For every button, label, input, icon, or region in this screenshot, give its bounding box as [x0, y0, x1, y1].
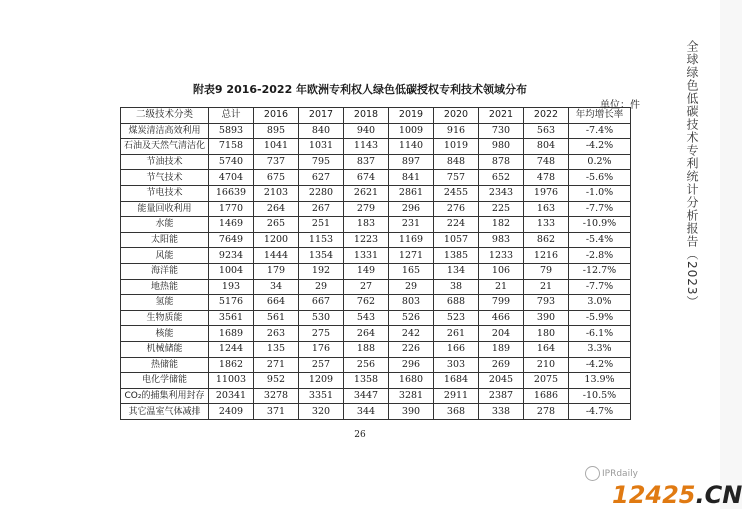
- value-cell: -5.9%: [569, 310, 631, 326]
- table-row: [121, 295, 631, 311]
- category-cell: 海洋能: [121, 263, 209, 279]
- value-cell: -5.4%: [569, 232, 631, 248]
- value-cell: 5740: [209, 154, 254, 170]
- value-cell: 478: [524, 170, 569, 186]
- table-row: [121, 404, 631, 420]
- value-cell: 20341: [209, 388, 254, 404]
- category-cell: 石油及天然气清洁化: [121, 139, 209, 155]
- value-cell: 878: [479, 154, 524, 170]
- value-cell: 225: [479, 201, 524, 217]
- table-row: [121, 326, 631, 342]
- value-cell: 1004: [209, 263, 254, 279]
- value-cell: 193: [209, 279, 254, 295]
- value-cell: 263: [254, 326, 299, 342]
- value-cell: 543: [344, 310, 389, 326]
- value-cell: 1358: [344, 373, 389, 389]
- category-cell: 其它温室气体减排: [121, 404, 209, 420]
- value-cell: 895: [254, 123, 299, 139]
- value-cell: 664: [254, 295, 299, 311]
- value-cell: 652: [479, 170, 524, 186]
- table-row: [121, 263, 631, 279]
- value-cell: 2911: [434, 388, 479, 404]
- value-cell: 275: [299, 326, 344, 342]
- value-cell: 165: [389, 263, 434, 279]
- value-cell: 231: [389, 217, 434, 233]
- value-cell: 1041: [254, 139, 299, 155]
- value-cell: 803: [389, 295, 434, 311]
- value-cell: 804: [524, 139, 569, 155]
- table-row: [121, 373, 631, 389]
- category-cell: 机械储能: [121, 341, 209, 357]
- value-cell: 3.0%: [569, 295, 631, 311]
- table-row: [121, 279, 631, 295]
- value-cell: 176: [299, 341, 344, 357]
- value-cell: 757: [434, 170, 479, 186]
- value-cell: 188: [344, 341, 389, 357]
- patent-table: [120, 107, 631, 420]
- value-cell: 271: [254, 357, 299, 373]
- value-cell: 1169: [389, 232, 434, 248]
- value-cell: 296: [389, 357, 434, 373]
- value-cell: 952: [254, 373, 299, 389]
- value-cell: -7.7%: [569, 201, 631, 217]
- value-cell: 737: [254, 154, 299, 170]
- watermark-text: IPRdaily: [602, 469, 638, 479]
- value-cell: -7.4%: [569, 123, 631, 139]
- value-cell: 2045: [479, 373, 524, 389]
- category-cell: 生物质能: [121, 310, 209, 326]
- value-cell: 3351: [299, 388, 344, 404]
- value-cell: 3561: [209, 310, 254, 326]
- value-cell: 466: [479, 310, 524, 326]
- value-cell: 34: [254, 279, 299, 295]
- table-row: [121, 201, 631, 217]
- value-cell: 166: [434, 341, 479, 357]
- category-cell: 煤炭清洁高效利用: [121, 123, 209, 139]
- table-row: [121, 154, 631, 170]
- value-cell: 563: [524, 123, 569, 139]
- value-cell: 106: [479, 263, 524, 279]
- value-cell: 897: [389, 154, 434, 170]
- value-cell: 5176: [209, 295, 254, 311]
- value-cell: -1.0%: [569, 185, 631, 201]
- table-row: [121, 388, 631, 404]
- value-cell: 13.9%: [569, 373, 631, 389]
- logo-domain: .CN: [695, 481, 742, 509]
- value-cell: -7.7%: [569, 279, 631, 295]
- value-cell: 627: [299, 170, 344, 186]
- value-cell: 841: [389, 170, 434, 186]
- value-cell: 390: [389, 404, 434, 420]
- value-cell: -4.2%: [569, 357, 631, 373]
- value-cell: 257: [299, 357, 344, 373]
- value-cell: 79: [524, 263, 569, 279]
- value-cell: 192: [299, 263, 344, 279]
- value-cell: 264: [254, 201, 299, 217]
- value-cell: -10.5%: [569, 388, 631, 404]
- table-row: [121, 232, 631, 248]
- value-cell: 2409: [209, 404, 254, 420]
- value-cell: -10.9%: [569, 217, 631, 233]
- value-cell: 1680: [389, 373, 434, 389]
- table-row: [121, 170, 631, 186]
- value-cell: 269: [479, 357, 524, 373]
- value-cell: 1153: [299, 232, 344, 248]
- header-cell: 2021: [479, 108, 524, 124]
- header-cell: 2016: [254, 108, 299, 124]
- value-cell: 1469: [209, 217, 254, 233]
- value-cell: 1385: [434, 248, 479, 264]
- value-cell: 523: [434, 310, 479, 326]
- value-cell: 1684: [434, 373, 479, 389]
- category-cell: 节电技术: [121, 185, 209, 201]
- value-cell: 164: [524, 341, 569, 357]
- value-cell: 11003: [209, 373, 254, 389]
- value-cell: 320: [299, 404, 344, 420]
- value-cell: 688: [434, 295, 479, 311]
- value-cell: 265: [254, 217, 299, 233]
- value-cell: 267: [299, 201, 344, 217]
- value-cell: 16639: [209, 185, 254, 201]
- value-cell: 1244: [209, 341, 254, 357]
- value-cell: 5893: [209, 123, 254, 139]
- value-cell: 983: [479, 232, 524, 248]
- report-side-title: 全球绿色低碳技术专利统计分析报告（2023）: [685, 40, 699, 309]
- value-cell: 1143: [344, 139, 389, 155]
- category-cell: 风能: [121, 248, 209, 264]
- category-cell: 能量回收利用: [121, 201, 209, 217]
- value-cell: 980: [479, 139, 524, 155]
- value-cell: 27: [344, 279, 389, 295]
- value-cell: 1770: [209, 201, 254, 217]
- value-cell: 2861: [389, 185, 434, 201]
- value-cell: 29: [299, 279, 344, 295]
- header-cell: 2017: [299, 108, 344, 124]
- value-cell: 2621: [344, 185, 389, 201]
- table-row: [121, 310, 631, 326]
- value-cell: 9234: [209, 248, 254, 264]
- value-cell: 264: [344, 326, 389, 342]
- value-cell: 1031: [299, 139, 344, 155]
- header-cell: 2020: [434, 108, 479, 124]
- category-cell: 水能: [121, 217, 209, 233]
- value-cell: 1689: [209, 326, 254, 342]
- page-number: 26: [354, 430, 366, 440]
- value-cell: 338: [479, 404, 524, 420]
- value-cell: 2387: [479, 388, 524, 404]
- value-cell: 862: [524, 232, 569, 248]
- value-cell: 261: [434, 326, 479, 342]
- value-cell: 762: [344, 295, 389, 311]
- table-title: 附表9 2016-2022 年欧洲专利权人绿色低碳授权专利技术领域分布: [192, 83, 528, 96]
- value-cell: -4.7%: [569, 404, 631, 420]
- value-cell: -12.7%: [569, 263, 631, 279]
- value-cell: 674: [344, 170, 389, 186]
- value-cell: 3447: [344, 388, 389, 404]
- value-cell: 837: [344, 154, 389, 170]
- unit-label: 单位：件: [600, 100, 640, 111]
- value-cell: 29: [389, 279, 434, 295]
- value-cell: 1976: [524, 185, 569, 201]
- value-cell: 135: [254, 341, 299, 357]
- value-cell: -2.8%: [569, 248, 631, 264]
- value-cell: 3278: [254, 388, 299, 404]
- header-cell: 2018: [344, 108, 389, 124]
- table-row: [121, 139, 631, 155]
- value-cell: 530: [299, 310, 344, 326]
- value-cell: 371: [254, 404, 299, 420]
- value-cell: 1444: [254, 248, 299, 264]
- value-cell: 204: [479, 326, 524, 342]
- value-cell: 21: [524, 279, 569, 295]
- value-cell: 1209: [299, 373, 344, 389]
- table-row: [121, 123, 631, 139]
- value-cell: 183: [344, 217, 389, 233]
- value-cell: 242: [389, 326, 434, 342]
- table-row: [121, 341, 631, 357]
- wechat-watermark-icon: [585, 466, 600, 481]
- table-row: [121, 357, 631, 373]
- value-cell: 2343: [479, 185, 524, 201]
- value-cell: -6.1%: [569, 326, 631, 342]
- value-cell: 561: [254, 310, 299, 326]
- value-cell: 4704: [209, 170, 254, 186]
- header-cell: 2022: [524, 108, 569, 124]
- value-cell: 1271: [389, 248, 434, 264]
- value-cell: -5.6%: [569, 170, 631, 186]
- value-cell: 368: [434, 404, 479, 420]
- value-cell: 38: [434, 279, 479, 295]
- value-cell: 189: [479, 341, 524, 357]
- value-cell: 916: [434, 123, 479, 139]
- header-cell: 总计: [209, 108, 254, 124]
- value-cell: 2280: [299, 185, 344, 201]
- header-cell: 2019: [389, 108, 434, 124]
- value-cell: 21: [479, 279, 524, 295]
- value-cell: 390: [524, 310, 569, 326]
- value-cell: 279: [344, 201, 389, 217]
- value-cell: 2455: [434, 185, 479, 201]
- category-cell: 电化学储能: [121, 373, 209, 389]
- value-cell: 1009: [389, 123, 434, 139]
- category-cell: 节气技术: [121, 170, 209, 186]
- value-cell: 0.2%: [569, 154, 631, 170]
- value-cell: 1216: [524, 248, 569, 264]
- value-cell: 224: [434, 217, 479, 233]
- value-cell: 296: [389, 201, 434, 217]
- logo-number: 12425: [612, 481, 696, 509]
- category-cell: CO₂的捕集利用封存: [121, 388, 209, 404]
- value-cell: 278: [524, 404, 569, 420]
- value-cell: 1331: [344, 248, 389, 264]
- value-cell: 180: [524, 326, 569, 342]
- value-cell: 2075: [524, 373, 569, 389]
- value-cell: 793: [524, 295, 569, 311]
- value-cell: 256: [344, 357, 389, 373]
- value-cell: 2103: [254, 185, 299, 201]
- value-cell: 7649: [209, 232, 254, 248]
- category-cell: 太阳能: [121, 232, 209, 248]
- value-cell: 163: [524, 201, 569, 217]
- value-cell: 667: [299, 295, 344, 311]
- value-cell: 940: [344, 123, 389, 139]
- value-cell: 526: [389, 310, 434, 326]
- value-cell: 210: [524, 357, 569, 373]
- value-cell: -4.2%: [569, 139, 631, 155]
- category-cell: 核能: [121, 326, 209, 342]
- value-cell: 1686: [524, 388, 569, 404]
- table-header-row: [121, 108, 631, 124]
- value-cell: 133: [524, 217, 569, 233]
- value-cell: 799: [479, 295, 524, 311]
- value-cell: 7158: [209, 139, 254, 155]
- value-cell: 730: [479, 123, 524, 139]
- value-cell: 179: [254, 263, 299, 279]
- value-cell: 848: [434, 154, 479, 170]
- value-cell: 149: [344, 263, 389, 279]
- value-cell: 748: [524, 154, 569, 170]
- value-cell: 1233: [479, 248, 524, 264]
- value-cell: 303: [434, 357, 479, 373]
- value-cell: 251: [299, 217, 344, 233]
- value-cell: 226: [389, 341, 434, 357]
- table-row: [121, 185, 631, 201]
- value-cell: 1223: [344, 232, 389, 248]
- value-cell: 276: [434, 201, 479, 217]
- value-cell: 3.3%: [569, 341, 631, 357]
- header-cell: 二级技术分类: [121, 108, 209, 124]
- value-cell: 134: [434, 263, 479, 279]
- value-cell: 795: [299, 154, 344, 170]
- value-cell: 1140: [389, 139, 434, 155]
- value-cell: 1354: [299, 248, 344, 264]
- category-cell: 氢能: [121, 295, 209, 311]
- value-cell: 182: [479, 217, 524, 233]
- value-cell: 1019: [434, 139, 479, 155]
- category-cell: 热储能: [121, 357, 209, 373]
- value-cell: 344: [344, 404, 389, 420]
- category-cell: 节油技术: [121, 154, 209, 170]
- value-cell: 840: [299, 123, 344, 139]
- table-body: [121, 123, 631, 419]
- site-logo: [612, 481, 742, 509]
- header-cell: 年均增长率: [569, 108, 631, 124]
- value-cell: 3281: [389, 388, 434, 404]
- table-row: [121, 248, 631, 264]
- value-cell: 1057: [434, 232, 479, 248]
- table-row: [121, 217, 631, 233]
- value-cell: 1862: [209, 357, 254, 373]
- category-cell: 地热能: [121, 279, 209, 295]
- value-cell: 1200: [254, 232, 299, 248]
- value-cell: 675: [254, 170, 299, 186]
